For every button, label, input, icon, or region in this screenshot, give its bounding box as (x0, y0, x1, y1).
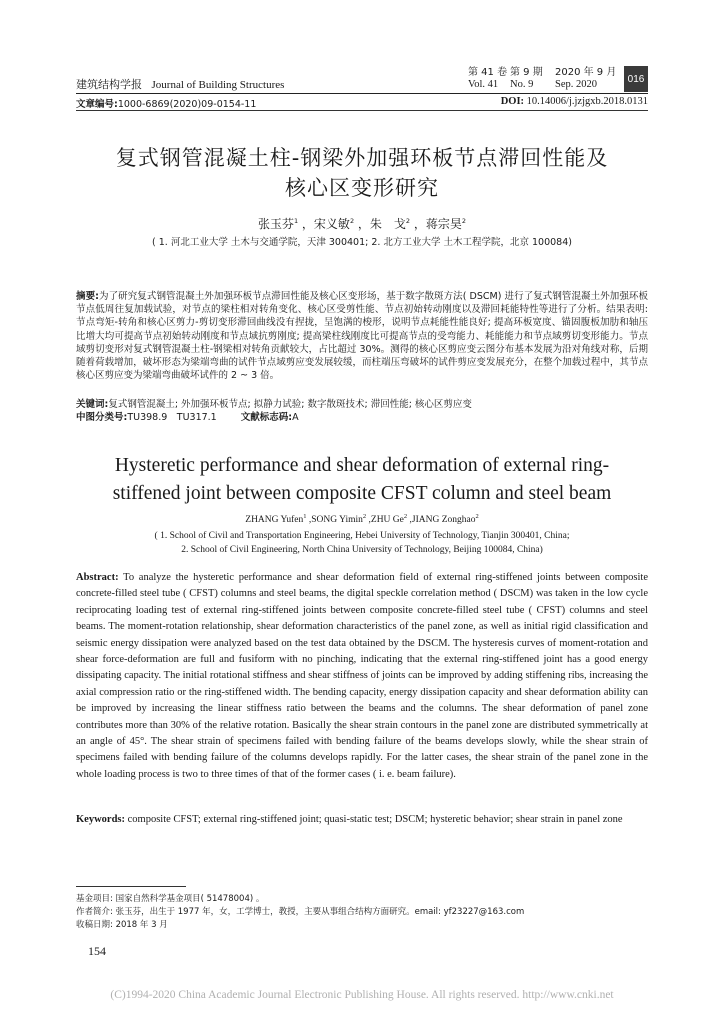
en-affiliation (76, 529, 648, 557)
cn-keywords-label: 关键词: (76, 399, 109, 410)
date-en: Sep. 2020 (555, 79, 597, 90)
clc-value: TU398.9 TU317.1 (127, 412, 217, 423)
cn-author-sup: 2 (349, 217, 355, 225)
header-rule (76, 93, 648, 94)
copyright-watermark: (C)1994-2020 China Academic Journal Electronic Publishing House. All rights reserved. http://www.cnki.net (110, 989, 614, 1001)
en-author: ,ZHU Ge (368, 515, 404, 526)
issue-en: No. 9 (510, 79, 534, 90)
footnote-author: 作者简介: 张玉芬，出生于 1977 年，女，工学博士，教授，主要从事组合结构方面研究。email: yf23227@163.com (76, 907, 525, 917)
footnote-received: 收稿日期: 2018 年 3 月 (76, 920, 168, 930)
cn-keywords (76, 398, 648, 411)
cn-title (76, 143, 648, 203)
en-abstract (76, 570, 648, 783)
en-keywords-text: composite CFST; external ring-stiffened joint; quasi-static test; DSCM; hysteretic behavior; shear strain in panel zone (127, 814, 623, 825)
cn-author: ，宋义敏 (301, 217, 350, 231)
en-affiliation-line2: 2. School of Civil Engineering, North China University of Technology, Beijing 100084, China) (181, 545, 543, 555)
page-badge: 016 (624, 66, 648, 92)
issue-cn: 第 9 期 (510, 67, 543, 78)
cn-classification (76, 411, 648, 424)
en-author-sup: 2 (403, 513, 408, 520)
en-title (76, 452, 648, 508)
en-author: ,JIANG Zonghao (409, 515, 476, 526)
en-author-sup: 2 (475, 513, 479, 520)
en-author: ,SONG Yimin (308, 515, 363, 526)
doi-label: DOI: (500, 96, 525, 107)
article-meta (76, 96, 648, 110)
journal-name-en: Journal of Building Structures (151, 79, 285, 91)
volume-en: Vol. 41 (468, 79, 499, 90)
cn-title-line1: 复式钢管混凝土柱-钢梁外加强环板节点滞回性能及 (115, 146, 609, 170)
cn-abstract-text: 为了研究复式钢管混凝土外加强环板节点滞回性能及核心区变形场，基于数字散斑方法( DSCM) 进行了复式钢管混凝土外加强环板节点低周往复加载试验，对节点的梁柱相对转角变化、核心区受剪性能、节点初始转动刚度以及滞回耗能特性等进行了分析。结果表明: 节点弯矩-转角和核心区剪力-剪切变形滞回曲线没有捏拢，呈饱满的梭形，说明节点耗能性能良好; 提高环板宽度、锚固腹板加肋和轴压比增大均可提高节点初始转动刚度和节点域抗剪刚度; 提高梁柱线刚度比可提高节点的受弯能力、耗能能力和节点域剪切变形能力。节点域剪切变形对复式钢管混凝土柱-钢梁相对转角贡献较大，占比超过 30%。测得的核心区剪应变云图分布基本发展为沿对角线对称，后期随着荷载增加，破坏形态为梁端弯曲的试件节点域剪应变发展较缓，而柱端压弯破坏的试件剪应变发展充分，在整个加载过程中，其节点核心区剪应变为梁端弯曲破坏试件的 2 ~ 3 倍。 (76, 291, 648, 382)
cn-abstract (76, 290, 648, 382)
cn-authors (76, 215, 648, 232)
en-abstract-label: Abstract: (76, 572, 119, 583)
en-title-line1: Hysteretic performance and shear deformation of external ring- (114, 455, 610, 476)
en-author: ZHANG Yufen (245, 515, 304, 526)
doc-code-label: 文献标志码: (240, 412, 293, 423)
footnote-fund: 基金项目: 国家自然科学基金项目( 51478004) 。 (76, 894, 265, 904)
en-authors (76, 513, 648, 525)
article-no-label: 文章编号: (76, 99, 118, 110)
en-affiliation-line1: ( 1. School of Civil and Transportation Engineering, Hebei University of Technology, Tianjin 300401, China; (154, 531, 570, 541)
en-title-line2: stiffened joint between composite CFST column and steel beam (112, 483, 612, 504)
volume-cn: 第 41 卷 (468, 67, 508, 78)
en-author-sup: 2 (362, 513, 367, 520)
cn-affiliation: ( 1. 河北工业大学 土木与交通学院，天津 300401; 2. 北方工业大学 土木工程学院，北京 100084) (152, 237, 572, 248)
article-no: 1000-6869(2020)09-0154-11 (117, 99, 257, 110)
doc-code-value: A (292, 412, 299, 423)
journal-name-cn: 建筑结构学报 (76, 78, 142, 91)
cn-author-sup: 2 (405, 217, 411, 225)
cn-author: ，蒋宗昊 (413, 217, 462, 231)
date-cn: 2020 年 9 月 (555, 67, 617, 78)
cn-title-line2: 核心区变形研究 (285, 176, 439, 200)
issue-info (468, 67, 618, 91)
cn-author: 张玉芬 (257, 217, 294, 231)
page-number: 154 (88, 944, 106, 958)
en-keywords (76, 812, 648, 828)
cn-author: ，朱 戈 (357, 217, 406, 231)
footnote-rule (76, 886, 186, 887)
en-author-sup: 1 (303, 513, 307, 520)
journal-header (76, 76, 284, 92)
doi: 10.14006/j.jzjgxb.2018.0131 (526, 96, 648, 107)
clc-label: 中图分类号: (76, 412, 128, 423)
cn-author-sup: 2 (461, 217, 467, 225)
en-keywords-label: Keywords: (76, 814, 125, 825)
cn-keywords-text: 复式钢管混凝土; 外加强环板节点; 拟静力试验; 数字散斑技术; 滞回性能; 核心区剪应变 (108, 399, 472, 410)
cn-author-sup: 1 (293, 217, 299, 225)
cn-abstract-label: 摘要: (76, 291, 99, 302)
meta-rule (76, 110, 648, 111)
en-abstract-text: To analyze the hysteretic performance and shear deformation field of external ring-stiffened joints between composite concrete-filled steel tube ( CFST) columns and steel beams, the digital speckle correlation method ( DSCM) was taken in the low cycle reciprocating loading test of external ring-stiffened joints between composite concrete-filled steel tube ( CFST) columns and steel beams. The moment-rotation relationship, shear deformation characteristics of the panel zone, as well as initial rigid classification and seismic energy dissipation were analyzed based on the test data obtained by the DSCM. The hysteresis curves of moment-rotation and shear force-deformation are full and fusiform with no pinching, indicating that the external ring-stiffened joint has a good energy dissipating capacity. The initial rotational stiffness and shear stiffness of joints can be improved by adding stiffening ribs, increasing the axial compression ratio or the ring-stiffened width. The bending capacity, energy dissipation capacity and shear deformation ability can be improved by increasing the linear stiffness ratio between the beams and the columns. The shear deformation of panel zone contributes more than 30% of the relative rotation. Basically the shear strain contours in the panel zone are distributed symmetrically at an angle of 45°. The shear strain of specimens failed with bending failure of the beams develops slowly, while the shear strain of specimens failed with bending failure of the columns develops rapidly. For the latter cases, the shear strain of the panel zone in the whole loading process is two to three times of that of the former cases ( i. e. beam failure). (76, 572, 649, 780)
